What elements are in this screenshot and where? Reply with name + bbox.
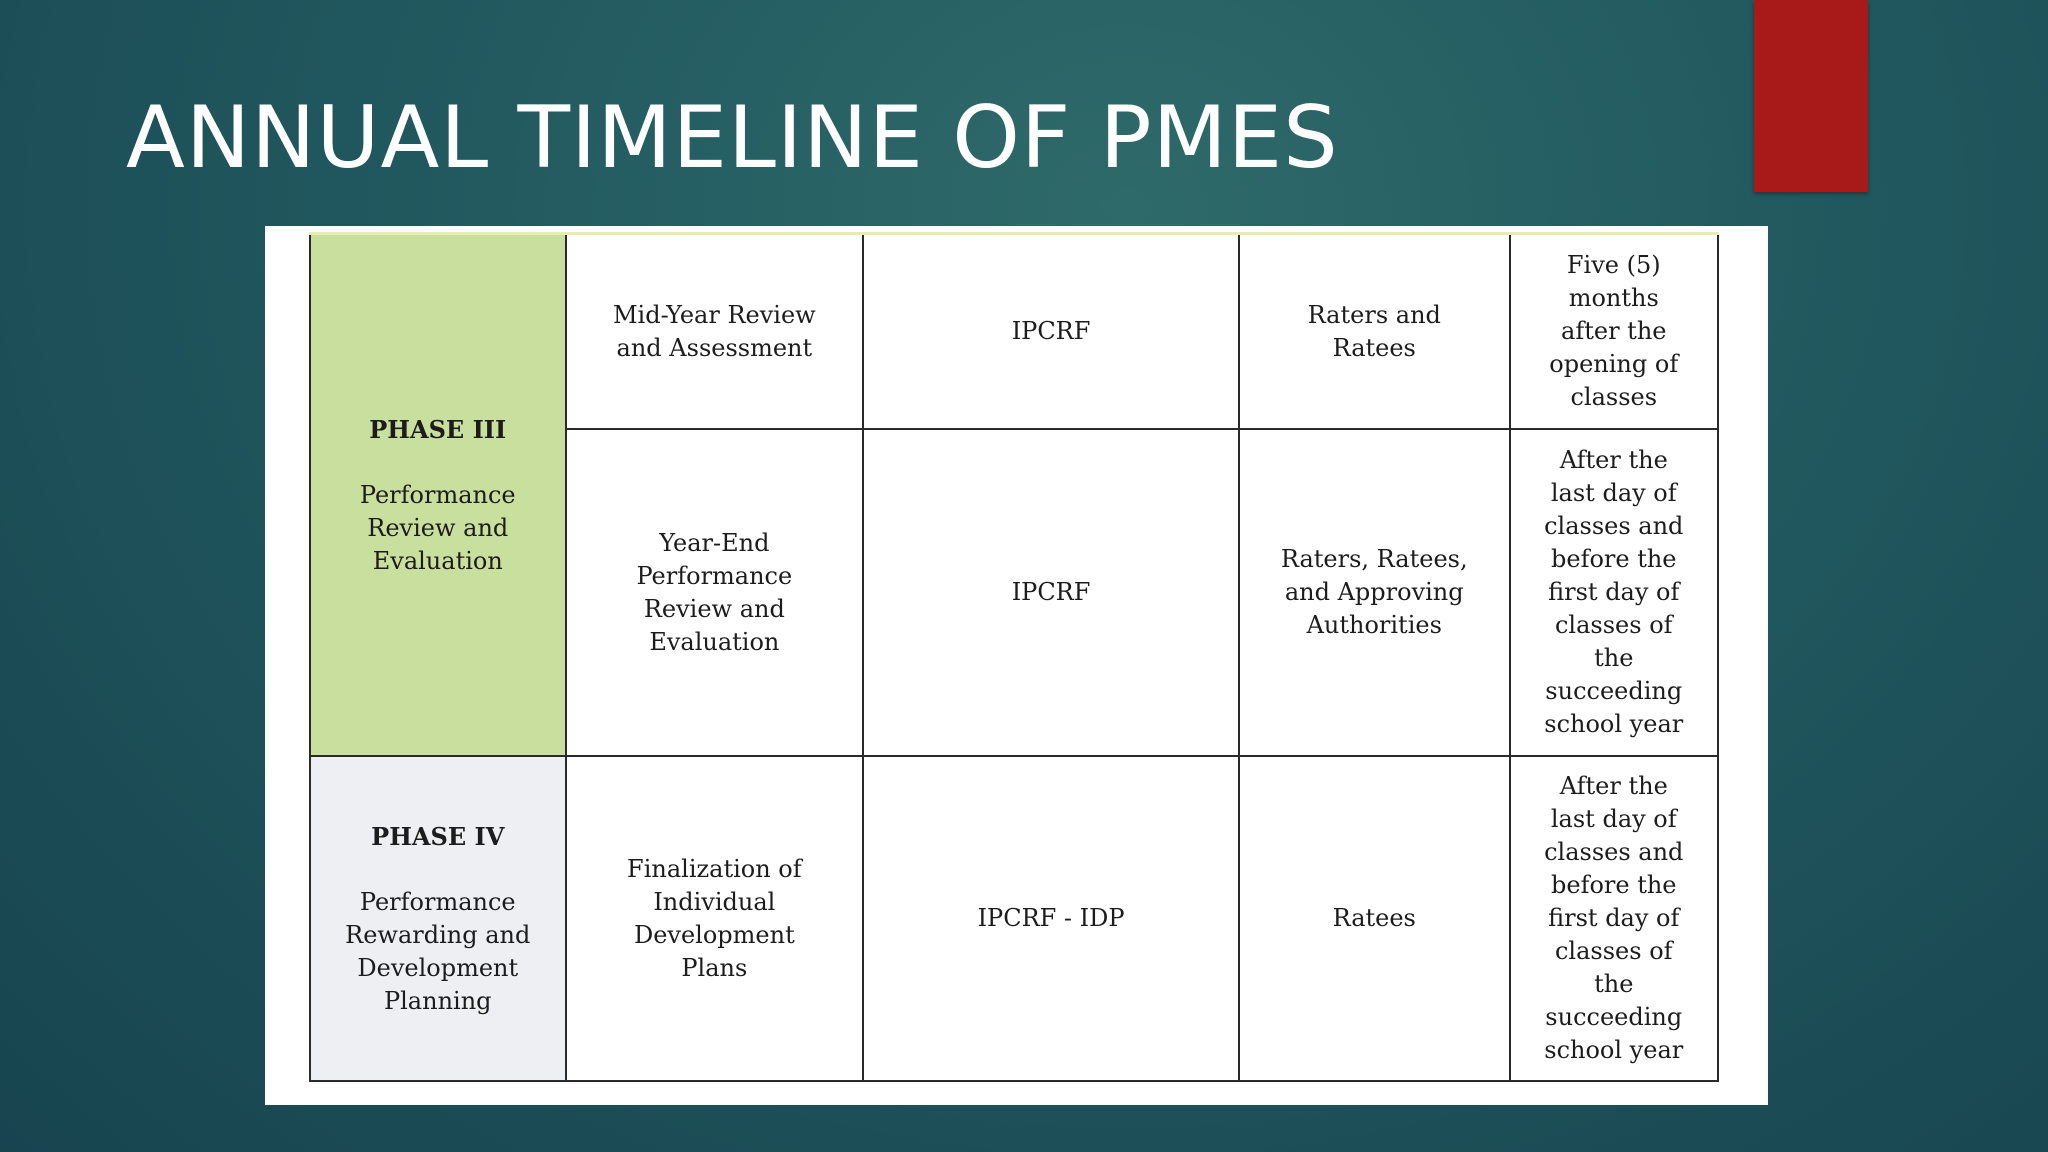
tool-cell: IPCRF [863, 234, 1239, 430]
slide-title: ANNUAL TIMELINE OF PMES [126, 88, 1339, 188]
responsible-cell: Raters and Ratees [1239, 234, 1510, 430]
timeline-cell: After the last day of classes and before the first day of classes of the succeeding school year [1510, 429, 1718, 756]
phase-4-description: Performance Rewarding and Development Planning [345, 887, 531, 1015]
table-row [310, 756, 1718, 1081]
activity-cell: Year-End Performance Review and Evaluation [566, 429, 864, 756]
pmes-table-image [265, 226, 1768, 1105]
phase-3-description: Performance Review and Evaluation [359, 480, 516, 575]
timeline-cell: Five (5) months after the opening of classes [1510, 234, 1718, 430]
activity-cell: Finalization of Individual Development Plans [566, 756, 864, 1081]
phase-3-title: PHASE III [369, 414, 507, 444]
responsible-cell: Ratees [1239, 756, 1510, 1081]
timeline-cell: After the last day of classes and before the first day of classes of the succeeding school year [1510, 756, 1718, 1081]
responsible-cell: Raters, Ratees, and Approving Authorities [1239, 429, 1510, 756]
tool-cell: IPCRF [863, 429, 1239, 756]
accent-bar [1754, 0, 1868, 192]
tool-cell: IPCRF - IDP [863, 756, 1239, 1081]
phase-4-title: PHASE IV [371, 821, 505, 851]
phase-4-cell [310, 756, 566, 1081]
pmes-timeline-table [309, 232, 1719, 1082]
phase-3-cell [310, 234, 566, 757]
table-row [310, 234, 1718, 430]
activity-cell: Mid-Year Review and Assessment [566, 234, 864, 430]
